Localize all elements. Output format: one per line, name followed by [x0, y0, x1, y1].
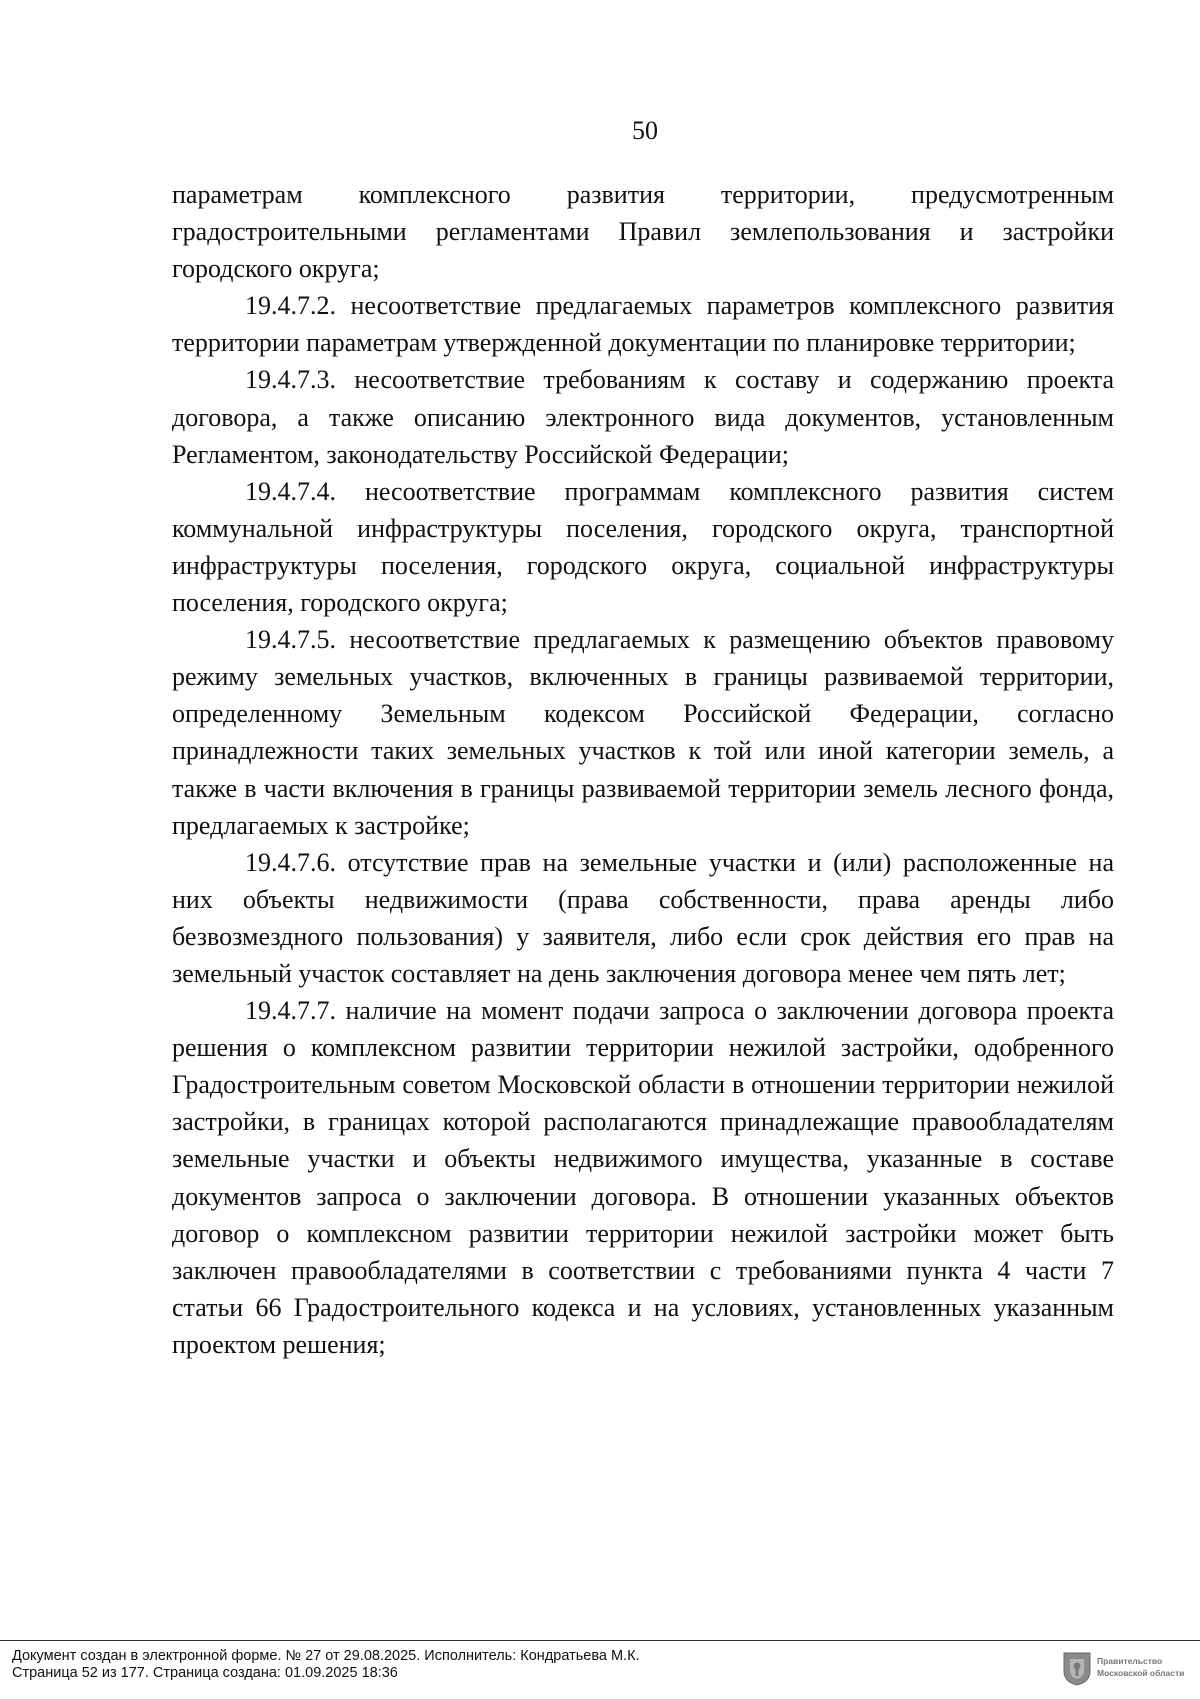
paragraph-19-4-7-2: 19.4.7.2. несоответствие предлагаемых параметров комплексного развития территории параметрам утвержденной документации по планировке территории; [172, 291, 1114, 358]
logo-line-1: Правительство [1097, 1656, 1163, 1666]
document-footer [0, 1640, 1200, 1699]
paragraph-continuation: параметрам комплексного развития территории, предусмотренным градостроительными регламентами Правил землепользования и застройки городского округа; [172, 180, 1114, 284]
footer-metadata [12, 1648, 640, 1682]
paragraph-19-4-7-7: 19.4.7.7. наличие на момент подачи запроса о заключении договора проекта решения о комплексном развитии территории нежилой застройки, одобренного Градостроительным советом Московской области в отношении территории нежилой застройки, в границах которой располагаются принадлежащие правообладателям земельные участки и объекты недвижимого имущества, указанные в составе документов запроса о заключении договора. В отношении указанных объектов договор о комплексном развитии территории нежилой застройки может быть заключен правообладателями в соответствии с требованиями пункта 4 части 7 статьи 66 Градостроительного кодекса и на условиях, установленных указанным проектом решения; [172, 996, 1114, 1359]
logo-line-2: Московской области [1097, 1668, 1185, 1678]
footer-document-info: Документ создан в электронной форме. № 27 от 29.08.2025. Исполнитель: Кондратьева М.К. [12, 1648, 640, 1664]
page-number: 50 [632, 116, 658, 145]
paragraph-19-4-7-5: 19.4.7.5. несоответствие предлагаемых к размещению объектов правовому режиму земельных участков, включенных в границы развиваемой территории, определенному Земельным кодексом Российской Федерации, согласно принадлежности таких земельных участков к той или иной категории земель, а также в части включения в границы развиваемой территории земель лесного фонда, предлагаемых к застройке; [172, 625, 1114, 840]
document-body [172, 176, 1114, 1363]
paragraph-19-4-7-3: 19.4.7.3. несоответствие требованиям к составу и содержанию проекта договора, а также описанию электронного вида документов, установленным Регламентом, законодательству Российской Федерации; [172, 365, 1114, 469]
footer-page-info: Страница 52 из 177. Страница создана: 01.09.2025 18:36 [12, 1665, 398, 1681]
paragraph-19-4-7-6: 19.4.7.6. отсутствие прав на земельные участки и (или) расположенные на них объекты недвижимости (права собственности, права аренды либо безвозмездного пользования) у заявителя, либо если срок действия его прав на земельный участок составляет на день заключения договора менее чем пять лет; [172, 847, 1114, 988]
coat-of-arms-icon [1062, 1651, 1092, 1687]
government-logo [1097, 1655, 1193, 1685]
paragraph-19-4-7-4: 19.4.7.4. несоответствие программам комплексного развития систем коммунальной инфраструктуры поселения, городского округа, транспортной инфраструктуры поселения, городского округа, социальной инфраструктуры поселения, городского округа; [172, 476, 1114, 618]
